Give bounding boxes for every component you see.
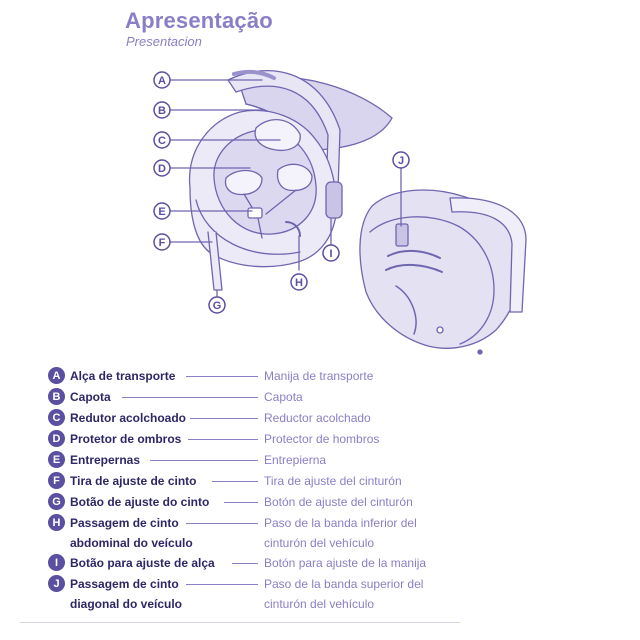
svg-text:G: G — [212, 300, 222, 312]
callout-d — [154, 160, 170, 176]
legend-badge-g: G — [48, 493, 65, 510]
svg-text:F: F — [158, 237, 166, 249]
legend-leader-f — [212, 481, 258, 482]
legend-row-b — [48, 387, 468, 407]
svg-text:B: B — [158, 105, 166, 117]
legend-badge-a: A — [48, 367, 65, 384]
legend-badge-f: F — [48, 472, 65, 489]
legend-row-c — [48, 408, 468, 428]
legend-row-d — [48, 429, 468, 449]
legend-es-c: Reductor acolchado — [264, 411, 371, 425]
legend-es-h: Paso de la banda inferior del — [264, 516, 417, 530]
legend-es-d: Protector de hombros — [264, 432, 380, 446]
legend-leader-i — [232, 563, 258, 564]
legend-es-e: Entrepierna — [264, 453, 327, 467]
svg-text:C: C — [158, 135, 166, 147]
legend-leader-g — [224, 502, 258, 503]
svg-text:I: I — [329, 248, 333, 260]
callout-e — [154, 203, 170, 219]
legend-row-i — [48, 553, 468, 573]
legend-leader-b — [122, 397, 258, 398]
legend-leader-j — [186, 584, 258, 585]
legend-badge-d: D — [48, 430, 65, 447]
legend-row-f — [48, 471, 468, 491]
legend-pt-j: Passagem de cinto — [70, 577, 179, 591]
legend-pt-j-line2: diagonal do veículo — [70, 597, 183, 611]
svg-text:E: E — [158, 206, 166, 218]
legend-es-b: Capota — [264, 390, 303, 404]
callout-b — [154, 102, 170, 118]
svg-text:J: J — [397, 155, 405, 167]
legend-row-j — [48, 574, 468, 614]
legend-leader-d — [188, 439, 258, 440]
legend-es-j-line2: cinturón del vehículo — [264, 597, 375, 611]
legend-pt-c: Redutor acolchoado — [70, 411, 187, 425]
legend-badge-e: E — [48, 451, 65, 468]
callout-j — [393, 152, 409, 168]
legend-es-i: Botón para ajuste de la manija — [264, 556, 427, 570]
legend-pt-h-line2: abdominal do veículo — [70, 536, 193, 550]
legend-badge-j: J — [48, 575, 65, 592]
legend-es-f: Tira de ajuste del cinturón — [264, 474, 402, 488]
svg-text:H: H — [295, 277, 303, 289]
legend-row-g — [48, 492, 468, 512]
callout-h — [291, 274, 307, 290]
callout-a — [154, 72, 170, 88]
legend-pt-h: Passagem de cinto — [70, 516, 179, 530]
legend-leader-h — [186, 523, 258, 524]
legend-badge-c: C — [48, 409, 65, 426]
callout-g — [209, 297, 225, 313]
legend-pt-e: Entrepernas — [70, 453, 141, 467]
legend-badge-i: I — [48, 554, 65, 571]
legend-pt-d: Protetor de ombros — [70, 432, 182, 446]
legend-es-h-line2: cinturón del vehículo — [264, 536, 375, 550]
legend-es-j: Paso de la banda superior del — [264, 577, 424, 591]
svg-text:A: A — [158, 75, 166, 87]
legend-badge-b: B — [48, 388, 65, 405]
callout-f — [154, 234, 170, 250]
legend-pt-i: Botão para ajuste de alça — [70, 556, 215, 570]
legend-row-a — [48, 366, 468, 386]
legend-leader-a — [186, 376, 258, 377]
legend-pt-f: Tira de ajuste de cinto — [70, 474, 197, 488]
legend-es-a: Manija de transporte — [264, 369, 374, 383]
legend-badge-h: H — [48, 514, 65, 531]
callout-c — [154, 132, 170, 148]
legend-pt-b: Capota — [70, 390, 111, 404]
legend-es-g: Botón de ajuste del cinturón — [264, 495, 413, 509]
footer-divider — [20, 622, 460, 623]
legend-row-h — [48, 513, 468, 553]
legend-pt-a: Alça de transporte — [70, 369, 176, 383]
page-title: Apresentação — [125, 8, 273, 33]
page-subtitle: Presentacion — [126, 34, 202, 49]
svg-text:D: D — [158, 163, 166, 175]
legend-row-e — [48, 450, 468, 470]
legend-leader-e — [150, 460, 258, 461]
legend-leader-c — [190, 418, 258, 419]
callout-i — [323, 245, 339, 261]
legend-pt-g: Botão de ajuste do cinto — [70, 495, 210, 509]
